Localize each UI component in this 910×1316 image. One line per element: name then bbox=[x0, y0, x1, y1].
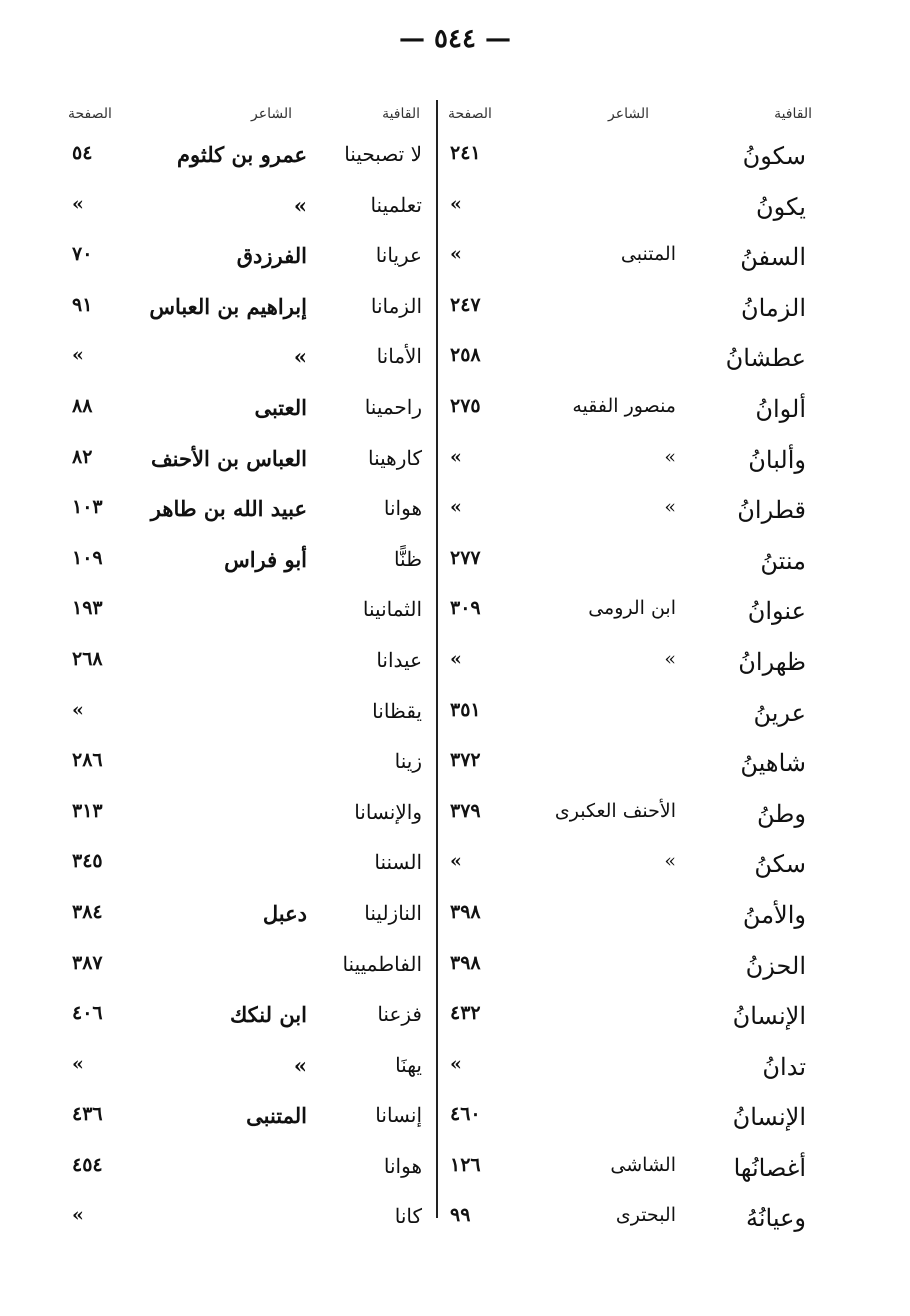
poet-name: إبراهيم بن العباس bbox=[149, 293, 307, 319]
rhyme-word: عرينُ bbox=[753, 698, 806, 727]
rhyme-word: السفنُ bbox=[740, 243, 806, 272]
rhyme-word: وطنُ bbox=[757, 799, 806, 828]
poet-name: منصور الفقيه bbox=[572, 394, 676, 417]
poet-name: » bbox=[293, 344, 307, 370]
rhyme-word: وعيانُهُ bbox=[745, 1204, 806, 1233]
rhyme-word: الإنسانُ bbox=[732, 1002, 806, 1031]
index-row bbox=[444, 1142, 824, 1193]
poet-name: العتبى bbox=[254, 394, 307, 420]
page-ref: ٢٨٦ bbox=[72, 749, 103, 772]
rhyme-word: قطرانُ bbox=[737, 496, 806, 525]
index-row bbox=[52, 990, 432, 1041]
rhyme-word: النازلينا bbox=[364, 900, 422, 925]
index-row bbox=[52, 737, 432, 788]
poet-name: أبو فراس bbox=[224, 546, 307, 572]
poet-name: الفرزدق bbox=[236, 243, 307, 269]
index-row bbox=[444, 130, 824, 181]
index-row bbox=[444, 282, 824, 333]
index-rows-right bbox=[444, 130, 824, 1243]
page-ref: ٢٦٨ bbox=[72, 647, 103, 670]
page-ref: » bbox=[72, 192, 84, 215]
rhyme-word: الفاطميينا bbox=[342, 951, 422, 976]
page-ref: » bbox=[450, 647, 462, 670]
page-ref: ٢٤٧ bbox=[450, 293, 481, 316]
page-ref: ٣٩٨ bbox=[450, 951, 481, 974]
rhyme-word: هوانا bbox=[383, 1153, 422, 1178]
index-row bbox=[52, 636, 432, 687]
rhyme-word: سكنُ bbox=[754, 850, 806, 879]
index-row bbox=[444, 535, 824, 586]
page-ref: ٣٨٧ bbox=[72, 951, 103, 974]
poet-name: عمرو بن كلثوم bbox=[177, 142, 307, 167]
index-row bbox=[52, 130, 432, 181]
index-rows-left bbox=[52, 130, 432, 1243]
poet-name: » bbox=[664, 647, 676, 670]
poet-name: المتنبى bbox=[246, 1103, 307, 1129]
page-ref: » bbox=[450, 192, 462, 215]
rhyme-word: عطشانُ bbox=[725, 344, 806, 373]
rhyme-word: الزمانُ bbox=[740, 293, 806, 322]
index-row bbox=[52, 889, 432, 940]
rhyme-word: الثمانينا bbox=[362, 597, 422, 622]
page-ref: » bbox=[450, 1052, 462, 1075]
column-header bbox=[52, 102, 432, 130]
rhyme-word: يقظانا bbox=[372, 698, 422, 723]
page-ref: ٥٤ bbox=[72, 142, 93, 164]
rhyme-word: الحزنُ bbox=[745, 951, 806, 980]
page-ref: ٤٥٤ bbox=[72, 1153, 103, 1176]
page-ref: ٤٠٦ bbox=[72, 1002, 103, 1025]
rhyme-word: تدانُ bbox=[762, 1052, 806, 1081]
rhyme-word: فزعنا bbox=[377, 1002, 422, 1027]
page-ref: » bbox=[72, 698, 84, 721]
column-header bbox=[444, 102, 824, 130]
poet-name: الشاشى bbox=[610, 1153, 676, 1176]
rhyme-word: الزمانا bbox=[370, 293, 422, 318]
index-row bbox=[52, 231, 432, 282]
index-row bbox=[52, 1142, 432, 1193]
page-ref: » bbox=[72, 1052, 84, 1075]
rhyme-word: ظنًّا bbox=[393, 546, 422, 571]
rhyme-word: هوانا bbox=[383, 496, 422, 521]
page-ref: » bbox=[72, 344, 84, 367]
header-poet: الشاعر bbox=[608, 106, 649, 122]
page-ref: ٣٠٩ bbox=[450, 597, 481, 620]
page-ref: ٣٩٨ bbox=[450, 900, 481, 923]
rhyme-word: عريانا bbox=[375, 243, 422, 268]
index-row bbox=[52, 788, 432, 839]
rhyme-word: عنوانُ bbox=[747, 597, 806, 626]
rhyme-word: راحمينا bbox=[364, 394, 422, 419]
rhyme-word: لا تصبحينا bbox=[344, 142, 422, 166]
page-ref: ٢٥٨ bbox=[450, 344, 481, 367]
index-row bbox=[444, 434, 824, 485]
index-row bbox=[52, 383, 432, 434]
rhyme-word: الإنسانُ bbox=[732, 1103, 806, 1132]
header-qafia: القافية bbox=[382, 106, 420, 122]
rhyme-word: زينا bbox=[394, 749, 422, 774]
page-ref: ٤٣٢ bbox=[450, 1002, 481, 1025]
index-row bbox=[444, 788, 824, 839]
poet-name: ابن الرومى bbox=[588, 597, 676, 620]
index-row bbox=[52, 940, 432, 991]
index-row bbox=[444, 737, 824, 788]
poet-name: » bbox=[664, 445, 676, 468]
page-ref: ١٩٣ bbox=[72, 597, 103, 620]
page-ref: » bbox=[450, 243, 462, 266]
index-row bbox=[52, 838, 432, 889]
poet-name: العباس بن الأحنف bbox=[150, 445, 307, 471]
page-ref: ٩٩ bbox=[450, 1204, 471, 1227]
page-ref: ٢٧٧ bbox=[450, 546, 481, 569]
rhyme-word: يهنَا bbox=[395, 1052, 422, 1077]
rhyme-word: والأمنُ bbox=[742, 900, 806, 929]
rhyme-word: منتنُ bbox=[760, 546, 806, 575]
index-row bbox=[52, 1192, 432, 1243]
rhyme-word: يكونُ bbox=[756, 192, 806, 221]
index-row bbox=[52, 1041, 432, 1092]
page-ref: ٣٧٢ bbox=[450, 749, 481, 772]
page-ref: » bbox=[450, 496, 462, 519]
index-row bbox=[444, 231, 824, 282]
index-row bbox=[444, 383, 824, 434]
header-poet: الشاعر bbox=[251, 106, 292, 122]
page-ref: ٨٢ bbox=[72, 445, 93, 468]
index-row bbox=[52, 434, 432, 485]
index-row bbox=[444, 1192, 824, 1243]
poet-name: » bbox=[664, 850, 676, 873]
rhyme-word: عيدانا bbox=[376, 647, 422, 672]
page-ref: ٣٧٩ bbox=[450, 799, 481, 822]
column-divider bbox=[436, 100, 438, 1218]
page-ref: ٨٨ bbox=[72, 394, 93, 417]
index-column-left bbox=[52, 102, 432, 1243]
page-ref: » bbox=[450, 445, 462, 468]
index-row bbox=[444, 332, 824, 383]
rhyme-word: ظهرانُ bbox=[738, 647, 806, 676]
page-ref: ١٠٣ bbox=[72, 496, 103, 519]
page-ref: ٣١٣ bbox=[72, 799, 103, 822]
index-column-right bbox=[444, 102, 824, 1243]
index-row bbox=[444, 838, 824, 889]
index-row bbox=[444, 687, 824, 738]
page-ref: ٩١ bbox=[72, 293, 93, 316]
page-ref: ١٢٦ bbox=[450, 1153, 481, 1176]
page-ref: » bbox=[72, 1204, 84, 1227]
poet-name: الأحنف العكبرى bbox=[554, 799, 676, 822]
index-row bbox=[52, 535, 432, 586]
index-row bbox=[444, 990, 824, 1041]
poet-name: » bbox=[664, 496, 676, 519]
index-row bbox=[444, 889, 824, 940]
index-row bbox=[444, 1091, 824, 1142]
rhyme-word: ألوانُ bbox=[755, 394, 806, 423]
page-ref: ١٠٩ bbox=[72, 546, 103, 569]
page-ref: ٧٠ bbox=[72, 243, 93, 266]
index-row bbox=[52, 1091, 432, 1142]
index-row bbox=[444, 484, 824, 535]
poet-name: دعبل bbox=[262, 900, 307, 926]
page-ref: ٤٦٠ bbox=[450, 1103, 481, 1126]
rhyme-word: شاهينُ bbox=[740, 749, 806, 778]
index-row bbox=[52, 282, 432, 333]
poet-name: المتنبى bbox=[620, 243, 676, 266]
rhyme-word: تعلمينا bbox=[370, 192, 422, 217]
index-row bbox=[52, 181, 432, 232]
page-ref: ٢٤١ bbox=[450, 142, 481, 164]
rhyme-word: الأمانا bbox=[376, 344, 422, 369]
page-ref: ٢٧٥ bbox=[450, 394, 481, 417]
rhyme-word: سكونُ bbox=[742, 142, 806, 170]
rhyme-word: وألبانُ bbox=[748, 445, 806, 474]
page-ref: ٣٥١ bbox=[450, 698, 481, 721]
poet-name: » bbox=[293, 1052, 307, 1078]
index-row bbox=[52, 585, 432, 636]
index-row bbox=[444, 181, 824, 232]
index-row bbox=[444, 940, 824, 991]
header-page: الصفحة bbox=[448, 106, 492, 122]
header-page: الصفحة bbox=[68, 106, 112, 122]
page-ref: ٣٤٥ bbox=[72, 850, 103, 873]
index-row bbox=[52, 332, 432, 383]
page-ref: ٤٣٦ bbox=[72, 1103, 103, 1126]
rhyme-word: والإنسانا bbox=[354, 799, 422, 824]
poet-name: » bbox=[293, 192, 307, 218]
rhyme-word: السننا bbox=[374, 850, 422, 875]
poet-name: عبيد الله بن طاهر bbox=[150, 496, 307, 522]
rhyme-word: إنسانا bbox=[375, 1103, 422, 1128]
rhyme-word: كارهينا bbox=[368, 445, 422, 470]
poet-name: البحترى bbox=[615, 1204, 676, 1227]
rhyme-word: كانا bbox=[394, 1204, 422, 1229]
index-row bbox=[444, 1041, 824, 1092]
header-qafia: القافية bbox=[774, 106, 812, 122]
page-ref: » bbox=[450, 850, 462, 873]
index-row bbox=[52, 687, 432, 738]
rhyme-word: أغصانُها bbox=[733, 1153, 806, 1182]
index-row bbox=[52, 484, 432, 535]
index-row bbox=[444, 585, 824, 636]
page-ref: ٣٨٤ bbox=[72, 900, 103, 923]
poet-name: ابن لنكك bbox=[229, 1002, 307, 1028]
index-row bbox=[444, 636, 824, 687]
page-number: — ٥٤٤ — bbox=[398, 24, 512, 54]
